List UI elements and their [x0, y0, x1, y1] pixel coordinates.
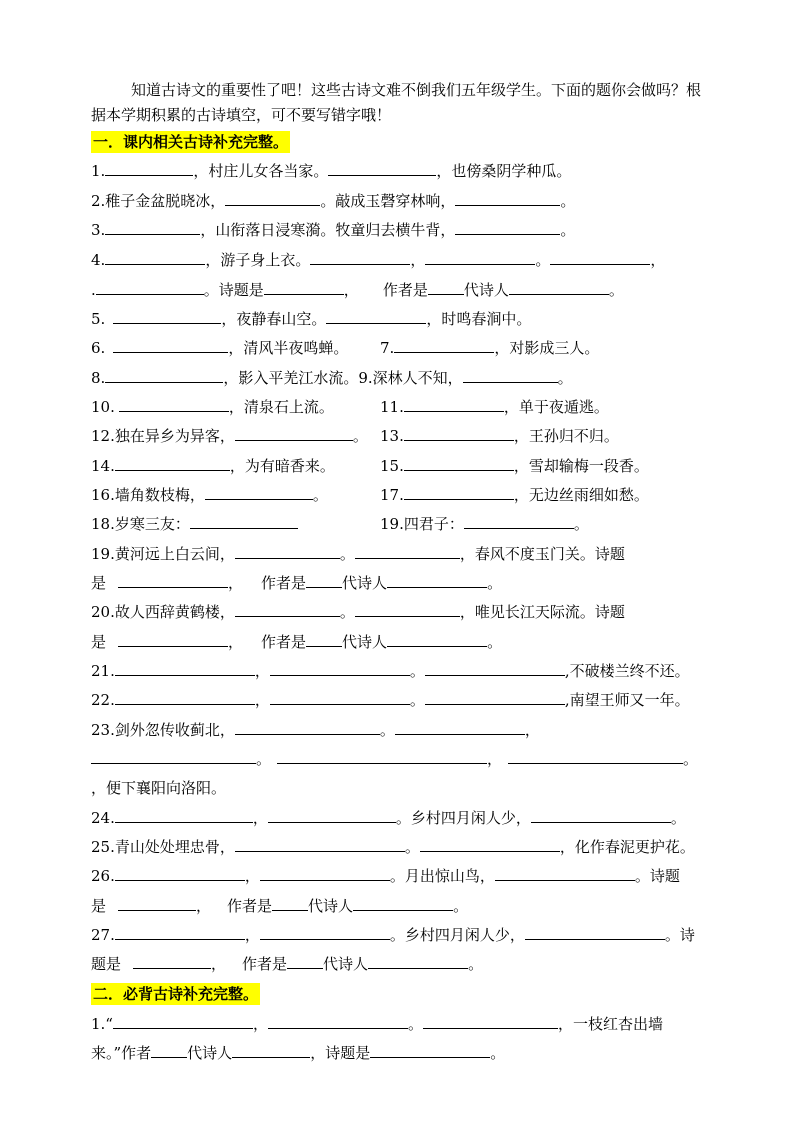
q-text: 8. [91, 369, 106, 387]
q-text: 19.四君子： [380, 515, 464, 533]
q-text: ，一枝红杏出墙 [558, 1015, 664, 1033]
q-text: 12.独在异乡为异客， [91, 427, 235, 445]
q-text: ，也傍桑阴学种瓜。 [436, 162, 572, 180]
q-text: 代诗人 [463, 281, 509, 299]
question-27 [91, 924, 695, 946]
question-4-cont [91, 279, 624, 301]
q-text: 14. [91, 457, 115, 475]
q-text: 。 [339, 603, 355, 621]
q-text: 26. [91, 867, 115, 885]
q-text: 代诗人 [308, 897, 354, 915]
answer-blank[interactable] [260, 924, 390, 940]
q-text: ， [254, 662, 270, 680]
answer-blank[interactable] [270, 660, 410, 676]
answer-blank[interactable] [464, 513, 574, 529]
q-text: 题是 [91, 955, 122, 973]
q-text: 代诗人 [342, 633, 388, 651]
q-text: 19.黄河远上白云间， [91, 545, 235, 563]
answer-blank[interactable] [387, 572, 487, 588]
question-8-9 [91, 367, 573, 389]
q-text: 。 [339, 545, 355, 563]
q-text: ， [244, 867, 260, 885]
q-text: 。 [560, 192, 576, 210]
q-text: ，便下襄阳向洛阳。 [91, 779, 227, 797]
section-1-title: 一．课内相关古诗补充完整。 [93, 133, 289, 151]
q-text: 代诗人 [342, 574, 388, 592]
answer-blank[interactable] [235, 425, 353, 441]
answer-blank[interactable] [495, 865, 635, 881]
q-text: 代诗人 [323, 955, 369, 973]
q-text: 作者是 [382, 281, 428, 299]
answer-blank[interactable] [235, 601, 340, 617]
q-text: ， [228, 633, 244, 651]
question-7 [380, 337, 599, 359]
answer-blank[interactable] [306, 572, 342, 588]
q-text: ，唯见长江天际流。诗题 [459, 603, 625, 621]
answer-blank[interactable] [425, 689, 565, 705]
answer-blank[interactable] [264, 279, 344, 295]
q-text: ，诗题是 [310, 1044, 371, 1062]
q-text: 。 [379, 721, 395, 739]
answer-blank[interactable] [428, 279, 464, 295]
q-text: 11. [380, 398, 404, 416]
q-text: 作者是 [242, 955, 288, 973]
q-text: 16.墙角数枝梅， [91, 486, 205, 504]
answer-blank[interactable] [115, 689, 255, 705]
answer-blank[interactable] [118, 631, 228, 647]
answer-blank[interactable] [190, 513, 298, 529]
q-text: 。 [409, 662, 425, 680]
answer-blank[interactable] [91, 748, 256, 764]
q-text: 4. [91, 251, 106, 269]
question-11 [380, 396, 609, 418]
q-text: 5. [91, 310, 106, 328]
question-1 [91, 160, 571, 182]
answer-blank[interactable] [455, 219, 560, 235]
q-text: ， [211, 955, 227, 973]
answer-blank[interactable] [151, 1042, 187, 1058]
question-15 [380, 455, 649, 477]
answer-blank[interactable] [119, 396, 229, 412]
answer-blank[interactable] [404, 425, 514, 441]
q-text: ，春风不度玉门关。诗题 [459, 545, 625, 563]
q-text: 。 [560, 221, 576, 239]
q-text: 。 [535, 251, 551, 269]
answer-blank[interactable] [509, 279, 609, 295]
answer-blank[interactable] [260, 865, 390, 881]
q-text: ， [196, 897, 212, 915]
q-text: 是 [91, 574, 107, 592]
q-text: ， [524, 721, 540, 739]
answer-blank[interactable] [235, 836, 405, 852]
answer-blank[interactable] [115, 455, 230, 471]
answer-blank[interactable] [277, 748, 487, 764]
answer-blank[interactable] [115, 660, 255, 676]
answer-blank[interactable] [531, 807, 671, 823]
q-text: 。 [256, 750, 272, 768]
answer-blank[interactable] [96, 279, 204, 295]
q-text: ，为有暗香来。 [229, 457, 335, 475]
question-23-cont [91, 748, 698, 770]
question-22 [91, 689, 690, 711]
q-text: 2.稚子金盆脱晓冰， [91, 192, 226, 210]
intro-paragraph: 知道古诗文的重要性了吧！这些古诗文难不倒我们五年级学生。下面的题你会做吗？根据本学期积累的古诗填空，可不要写错字哦！ [91, 81, 702, 124]
question-10 [91, 396, 334, 418]
q-text: ， [487, 750, 503, 768]
answer-blank[interactable] [387, 631, 487, 647]
question-19-cont [91, 572, 502, 594]
answer-blank[interactable] [235, 719, 380, 735]
answer-blank[interactable] [118, 572, 228, 588]
answer-blank[interactable] [105, 160, 193, 176]
answer-blank[interactable] [268, 1013, 408, 1029]
question-12 [91, 425, 368, 447]
section2-question-1 [91, 1013, 663, 1035]
answer-blank[interactable] [420, 836, 560, 852]
q-text: 24. [91, 809, 115, 827]
q-text: ，化作春泥更护花。 [559, 838, 695, 856]
q-text: ， [244, 926, 260, 944]
q-text: 10. [91, 398, 115, 416]
q-text: 27. [91, 926, 115, 944]
q-text: ，时鸣春涧中。 [426, 310, 532, 328]
q-text: 作者是 [261, 574, 307, 592]
q-text: 3. [91, 221, 106, 239]
answer-blank[interactable] [394, 337, 494, 353]
q-text: ，清风半夜鸣蝉。 [228, 339, 349, 357]
answer-blank[interactable] [508, 748, 683, 764]
q-text: 13. [380, 427, 404, 445]
q-text: 。 [487, 574, 503, 592]
q-text: 21. [91, 662, 115, 680]
q-text: ，无边丝雨细如愁。 [513, 486, 649, 504]
answer-blank[interactable] [118, 895, 196, 911]
question-26 [91, 865, 680, 887]
q-text: 。 [557, 369, 573, 387]
answer-blank[interactable] [404, 484, 514, 500]
q-text: 18.岁寒三友： [91, 515, 190, 533]
q-text: ，影入平羌江水流。9.深林人不知， [223, 369, 463, 387]
q-text: 20.故人西辞黄鹤楼， [91, 603, 235, 621]
answer-blank[interactable] [310, 249, 410, 265]
answer-blank[interactable] [105, 249, 205, 265]
q-text: 17. [380, 486, 404, 504]
q-text: ， [228, 574, 244, 592]
q-text: 是 [91, 897, 107, 915]
q-text: 。 [487, 633, 503, 651]
answer-blank[interactable] [105, 219, 200, 235]
q-text: 。 [468, 955, 484, 973]
q-text: ，雪却输梅一段香。 [513, 457, 649, 475]
question-25 [91, 836, 695, 858]
answer-blank[interactable] [272, 895, 308, 911]
q-text: 。 [409, 691, 425, 709]
q-text: ，游子身上衣。 [205, 251, 311, 269]
q-text: ， [252, 809, 268, 827]
q-text: 。诗 [664, 926, 695, 944]
question-18 [91, 513, 298, 535]
q-text: 。 [312, 486, 328, 504]
q-text: 。乡村四月闲人少， [389, 926, 525, 944]
q-text: ,不破楼兰终不还。 [564, 662, 690, 680]
question-20-cont [91, 631, 502, 653]
q-text: ，夜静春山空。 [221, 310, 327, 328]
q-text: ， [410, 251, 426, 269]
answer-blank[interactable] [113, 337, 228, 353]
q-text: 。 [490, 1044, 506, 1062]
question-2 [91, 190, 575, 212]
q-text: 。诗题是 [203, 281, 264, 299]
answer-blank[interactable] [235, 543, 340, 559]
answer-blank[interactable] [115, 807, 253, 823]
q-text: ，山衔落日浸寒漪。牧童归去横牛背， [200, 221, 456, 239]
question-23-end [91, 777, 226, 799]
q-text: ， [254, 691, 270, 709]
q-text: 1.“ [91, 1015, 113, 1033]
question-17 [380, 484, 649, 506]
question-4 [91, 249, 665, 271]
answer-blank[interactable] [395, 719, 525, 735]
q-text: ， [252, 1015, 268, 1033]
answer-blank[interactable] [404, 396, 504, 412]
q-text: 23.剑外忽传收蓟北， [91, 721, 235, 739]
q-text: 22. [91, 691, 115, 709]
answer-blank[interactable] [268, 807, 396, 823]
q-text: 。 [352, 427, 368, 445]
answer-blank[interactable] [355, 601, 460, 617]
answer-blank[interactable] [113, 1013, 253, 1029]
answer-blank[interactable] [205, 484, 313, 500]
question-14 [91, 455, 335, 477]
question-23 [91, 719, 540, 741]
answer-blank[interactable] [225, 190, 320, 206]
q-text: 。 [573, 515, 589, 533]
q-text: 作者是 [261, 633, 307, 651]
q-text: 7. [380, 339, 395, 357]
q-text: 。敲成玉磬穿林响， [320, 192, 456, 210]
q-text: 25.青山处处埋忠骨， [91, 838, 235, 856]
answer-blank[interactable] [232, 1042, 310, 1058]
answer-blank[interactable] [368, 953, 468, 969]
answer-blank[interactable] [550, 249, 650, 265]
question-26-cont [91, 895, 468, 917]
answer-blank[interactable] [113, 308, 221, 324]
answer-blank[interactable] [353, 895, 453, 911]
q-text: ，对影成三人。 [494, 339, 600, 357]
q-text: ， [343, 281, 359, 299]
question-27-cont [91, 953, 483, 975]
answer-blank[interactable] [370, 1042, 490, 1058]
answer-blank[interactable] [105, 367, 223, 383]
q-text: 。 [404, 838, 420, 856]
q-text: 6. [91, 339, 106, 357]
q-text: 。诗题 [634, 867, 680, 885]
question-13 [380, 425, 619, 447]
answer-blank[interactable] [115, 865, 245, 881]
answer-blank[interactable] [525, 924, 665, 940]
q-text: 。 [408, 1015, 424, 1033]
q-text: 15. [380, 457, 404, 475]
question-3 [91, 219, 575, 241]
q-text: 。 [670, 809, 686, 827]
question-20 [91, 601, 625, 623]
answer-blank[interactable] [306, 631, 342, 647]
q-text: 。月出惊山鸟， [389, 867, 495, 885]
answer-blank[interactable] [133, 953, 211, 969]
question-16 [91, 484, 328, 506]
answer-blank[interactable] [423, 1013, 558, 1029]
answer-blank[interactable] [404, 455, 514, 471]
q-text: ，村庄儿女各当家。 [193, 162, 329, 180]
q-text: ，单于夜遁逃。 [503, 398, 609, 416]
q-text: ,南望王师又一年。 [564, 691, 690, 709]
answer-blank[interactable] [425, 660, 565, 676]
answer-blank[interactable] [425, 249, 535, 265]
section2-question-1-cont [91, 1042, 505, 1064]
answer-blank[interactable] [270, 689, 410, 705]
answer-blank[interactable] [287, 953, 323, 969]
q-text: 。 [608, 281, 624, 299]
answer-blank[interactable] [328, 160, 436, 176]
q-text: ，王孙归不归。 [513, 427, 619, 445]
q-text: 代诗人 [187, 1044, 233, 1062]
answer-blank[interactable] [326, 308, 426, 324]
answer-blank[interactable] [463, 367, 558, 383]
question-6 [91, 337, 348, 359]
q-text: . [91, 281, 96, 299]
answer-blank[interactable] [355, 543, 460, 559]
question-24 [91, 807, 686, 829]
q-text: 作者是 [227, 897, 273, 915]
q-text: 1. [91, 162, 106, 180]
question-5 [91, 308, 531, 330]
question-21 [91, 660, 690, 682]
answer-blank[interactable] [115, 924, 245, 940]
section-2-title: 二．必背古诗补充完整。 [93, 985, 259, 1003]
q-text: 。乡村四月闲人少， [395, 809, 531, 827]
q-text: ， [650, 251, 666, 269]
q-text: 。 [453, 897, 469, 915]
q-text: 。 [683, 750, 699, 768]
question-19a [380, 513, 589, 535]
answer-blank[interactable] [455, 190, 560, 206]
question-19 [91, 543, 625, 565]
q-text: 是 [91, 633, 107, 651]
q-text: ，清泉石上流。 [228, 398, 334, 416]
q-text: 来。”作者 [91, 1044, 152, 1062]
